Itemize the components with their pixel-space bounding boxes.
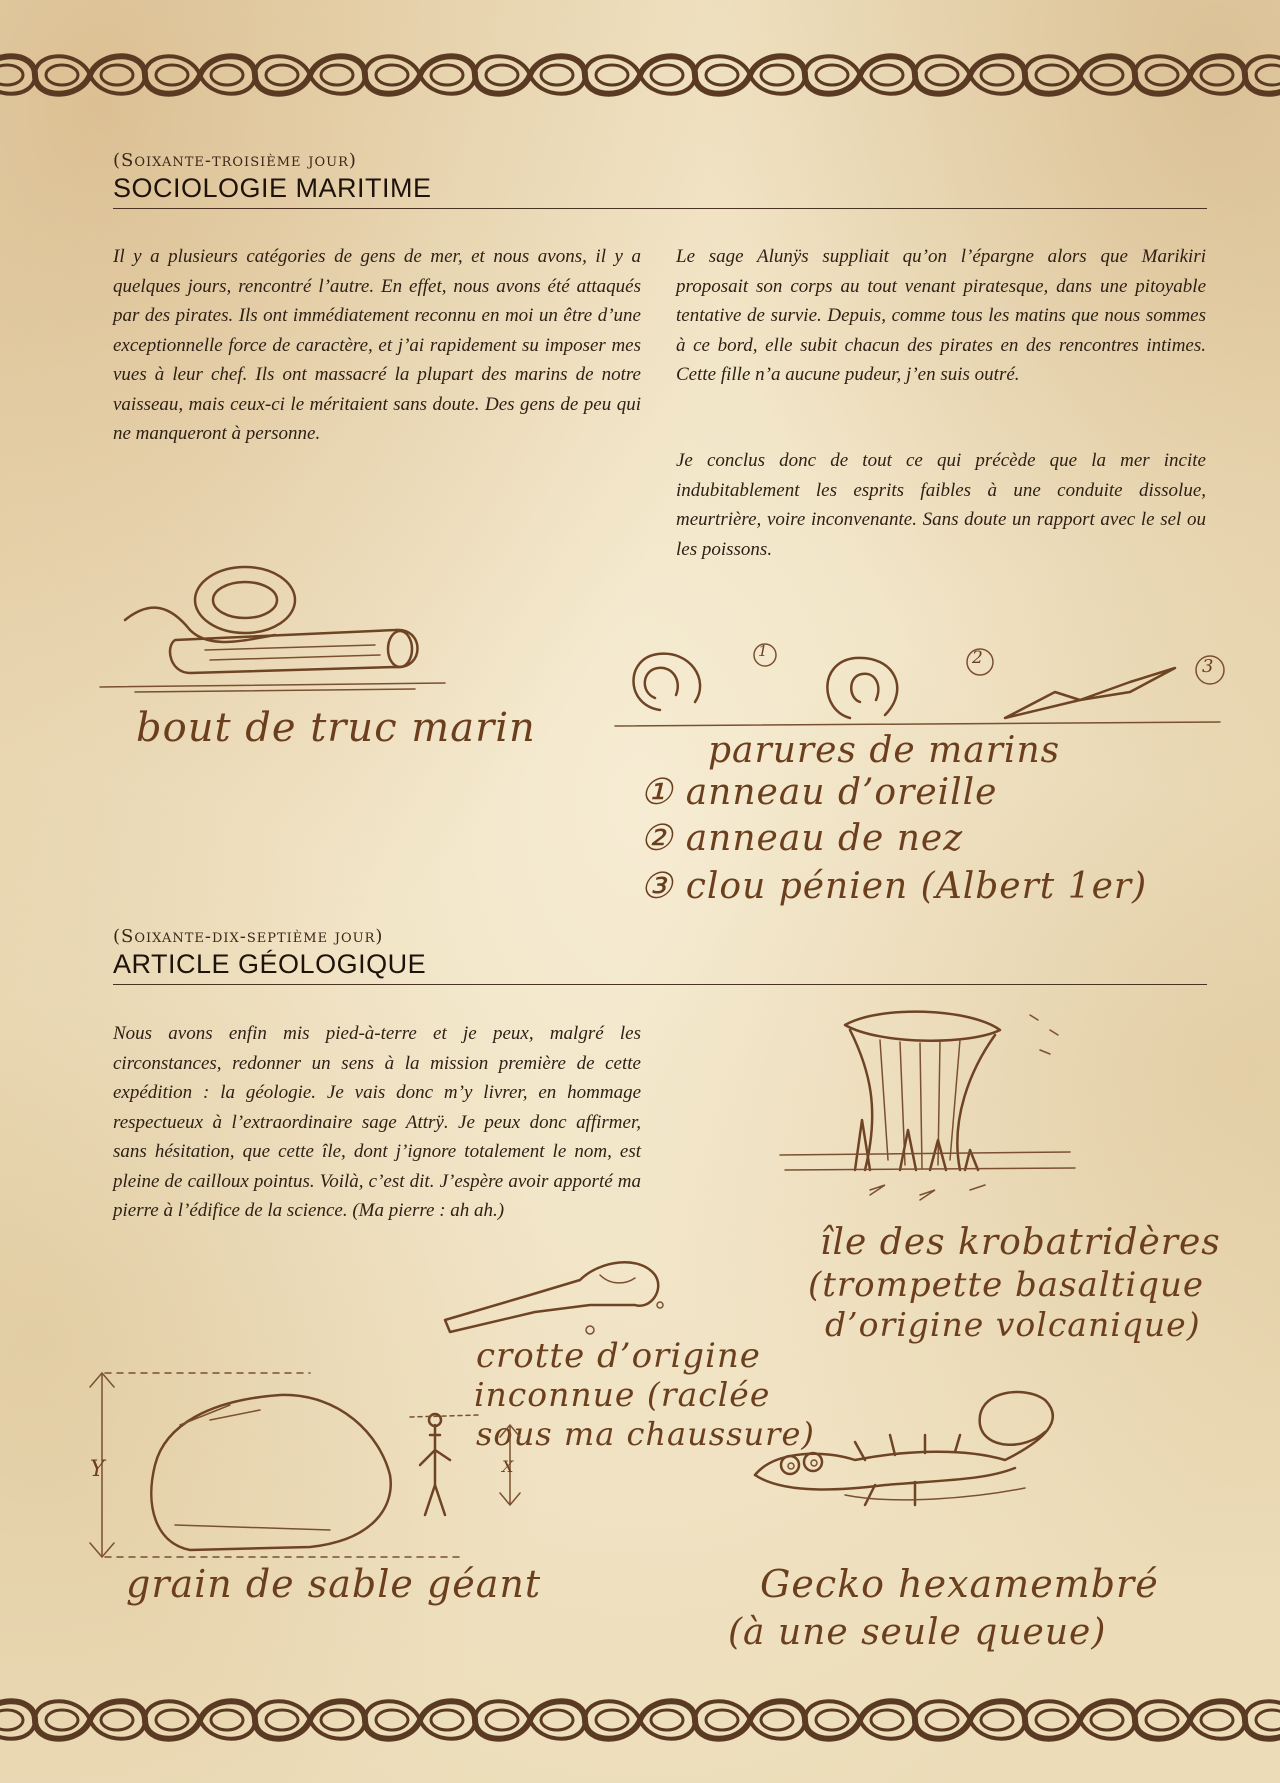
ornament-top <box>0 45 1280 105</box>
decorative-border-top <box>0 45 1280 105</box>
paragraph-right-1: Le sage Alunÿs suppliait qu’on l’épargne alors que Marikiri proposait son corps au tout venant piratesque, dans une pitoyable tentative de survie. Depuis, comme tous les matins que nous sommes à ce bord, elle subit chacun des pirates en des rencontres intimes. Cette fille n’a aucune pudeur, j’en suis outré. <box>676 246 1206 385</box>
label-ile-2: (trompette basaltique <box>808 1265 1204 1305</box>
ornament-knot <box>860 1701 970 1739</box>
number-2: 2 <box>972 648 984 668</box>
label-item-3: ③ clou pénien (Albert 1er) <box>640 866 1148 907</box>
ornament-knot <box>970 56 1080 94</box>
label-grain: grain de sable géant <box>126 1562 542 1606</box>
ornament-knot <box>860 56 970 94</box>
ornament-knot <box>750 56 860 94</box>
section-day-label: (Soixante-troisième jour) <box>113 150 357 171</box>
label-item-1: ① anneau d’oreille <box>640 772 998 813</box>
ornament-knot <box>640 1701 750 1739</box>
ornament-knot <box>1080 1701 1190 1739</box>
paragraph-geologie: Nous avons enfin mis pied-à-terre et je peux, malgré les circonstances, redonner un sens à la mission première de cette expédition : la géologie. Je vais donc m’y livrer, en hommage respectueux à l’extraordinaire sage Attrÿ. Je peux donc affirmer, sans hésitation, que cette île, dont j’ignore totalement le nom, est pleine de cailloux pointus. Voilà, c’est dit. J’espère avoir apporté ma pierre à l’édifice de la science. (Ma pierre : ah ah.) <box>113 1023 641 1221</box>
label-crotte-1: crotte d’origine <box>476 1336 761 1376</box>
sketch-sand-grain <box>80 1365 530 1565</box>
paragraph-left: Il y a plusieurs catégories de gens de mer, et nous avons, il y a quelques jours, rencontré l’autre. En effet, nous avons été attaqués par des pirates. Ils ont immédiatement reconnu en moi un être d’une exceptionnelle force de caractère, et j’ai rapidement su imposer mes vues à leur chef. Ils ont massacré la plupart des marins de notre vaisseau, mais ceux-ci le méritaient sans doute. Des gens de peu qui ne manqueront à personne. <box>113 246 641 444</box>
ornament-knot <box>0 1701 90 1739</box>
ornament-knot <box>970 1701 1080 1739</box>
title-rule <box>113 984 1207 985</box>
sketch-island <box>770 1000 1100 1220</box>
title-rule <box>113 208 1207 209</box>
section-day-label: (Soixante-dix-septième jour) <box>113 926 384 947</box>
sketch-dropping <box>440 1250 690 1340</box>
label-gecko-1: Gecko hexamembré <box>760 1562 1159 1606</box>
ornament-knot <box>200 56 310 94</box>
paragraph-right-2: Je conclus donc de tout ce qui précède que la mer incite indubitablement les esprits faibles à une conduite dissolue, meurtrière, voire inconvenante. Sans doute un rapport avec le sel ou les poissons. <box>676 450 1206 560</box>
label-bout-de-truc: bout de truc marin <box>136 705 536 751</box>
section-header-sociologie <box>113 150 1207 209</box>
decorative-border-bottom <box>0 1690 1280 1750</box>
label-ile-1: île des krobatridères <box>820 1222 1221 1263</box>
sketch-sailor-jewelry <box>610 640 1230 740</box>
section-header-geologie <box>113 926 1207 985</box>
number-3: 3 <box>1202 656 1215 677</box>
section-title: ARTICLE GÉOLOGIQUE <box>113 949 427 979</box>
section-title: SOCIOLOGIE MARITIME <box>113 173 432 203</box>
label-crotte-3: sous ma chaussure) <box>476 1415 815 1453</box>
label-item-2: ② anneau de nez <box>640 818 964 859</box>
ornament-knot <box>90 56 200 94</box>
ornament-knot <box>530 56 640 94</box>
number-1: 1 <box>758 642 769 660</box>
ornament-knot <box>310 56 420 94</box>
ornament-knot <box>310 1701 420 1739</box>
ornament-knot <box>0 56 90 94</box>
label-gecko-2: (à une seule queue) <box>728 1612 1107 1653</box>
ornament-knot <box>530 1701 640 1739</box>
y-mark: Y <box>90 1457 106 1482</box>
label-ile-3: d’origine volcanique) <box>825 1305 1201 1344</box>
ornament-knot <box>420 1701 530 1739</box>
ornament-knot <box>1080 56 1190 94</box>
ornament-bottom <box>0 1690 1280 1750</box>
sketch-gecko <box>745 1380 1145 1520</box>
ornament-knot <box>640 56 750 94</box>
ornament-knot <box>200 1701 310 1739</box>
x-mark: X <box>502 1457 515 1476</box>
ornament-knot <box>750 1701 860 1739</box>
ornament-knot <box>1190 56 1280 94</box>
label-crotte-2: inconnue (raclée <box>474 1375 771 1414</box>
ornament-knot <box>420 56 530 94</box>
ornament-knot <box>90 1701 200 1739</box>
ornament-knot <box>1190 1701 1280 1739</box>
label-parures: parures de marins <box>708 730 1061 771</box>
sketch-sea-thing <box>95 555 455 695</box>
